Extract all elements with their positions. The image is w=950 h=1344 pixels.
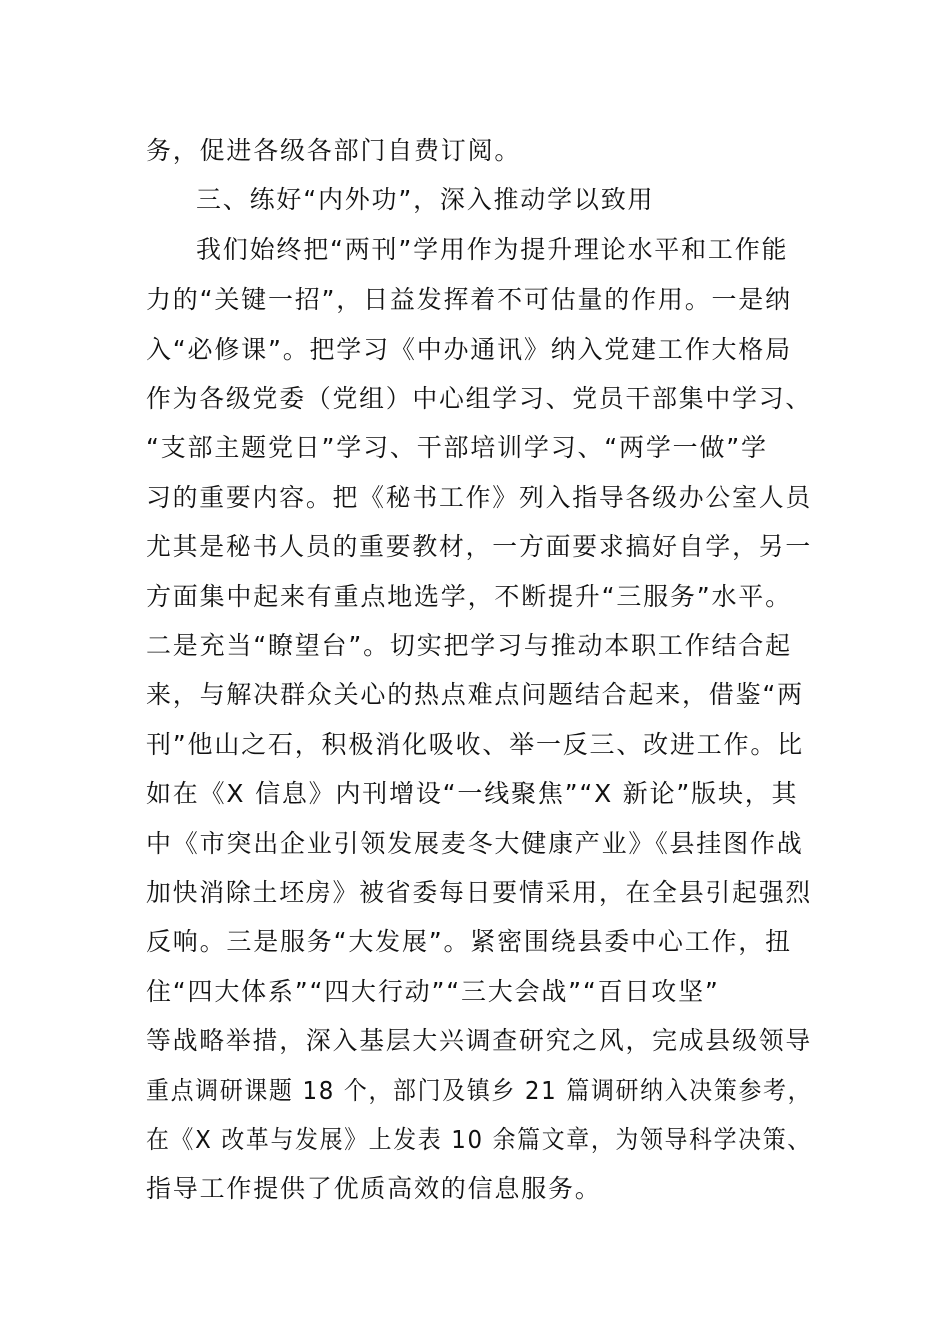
text-line: 重点调研课题 18 个，部门及镇乡 21 篇调研纳入决策参考， xyxy=(146,1076,813,1105)
text-line: 我们始终把“两刊”学用作为提升理论水平和工作能 xyxy=(196,235,789,264)
text-line: 中《市突出企业引领发展麦冬大健康产业》《县挂图作战 xyxy=(146,829,804,858)
text-line: 反响。三是服务“大发展”。紧密围绕县委中心工作，扭 xyxy=(146,927,792,956)
text-line: 务，促进各级各部门自费订阅。 xyxy=(146,136,522,165)
text-line: 如在《X 信息》内刊增设“一线聚焦”“X 新论”版块，其 xyxy=(146,779,799,808)
text-line: 刊”他山之石，积极消化吸收、举一反三、改进工作。比 xyxy=(146,730,804,759)
text-line: “支部主题党日”学习、干部培训学习、“两学一做”学 xyxy=(146,433,768,462)
text-line: 住“四大体系”“四大行动”“三大会战”“百日攻坚” xyxy=(146,977,720,1006)
text-line: 习的重要内容。把《秘书工作》列入指导各级办公室人员 xyxy=(146,483,812,512)
section-heading: 三、练好“内外功”，深入推动学以致用 xyxy=(196,185,655,214)
text-line: 指导工作提供了优质高效的信息服务。 xyxy=(146,1174,602,1203)
text-line: 来，与解决群众关心的热点难点问题结合起来，借鉴“两 xyxy=(146,680,804,709)
text-line: 在《X 改革与发展》上发表 10 余篇文章，为领导科学决策、 xyxy=(146,1125,812,1154)
text-line: 二是充当“瞭望台”。切实把学习与推动本职工作结合起 xyxy=(146,631,792,660)
text-line: 等战略举措，深入基层大兴调查研究之风，完成县级领导 xyxy=(146,1026,812,1055)
text-line: 作为各级党委（党组）中心组学习、党员干部集中学习、 xyxy=(146,384,812,413)
text-line: 入“必修课”。把学习《中办通讯》纳入党建工作大格局 xyxy=(146,335,792,364)
text-line: 加快消除土坯房》被省委每日要情采用，在全县引起强烈 xyxy=(146,878,812,907)
text-line: 方面集中起来有重点地选学，不断提升“三服务”水平。 xyxy=(146,582,792,611)
text-line: 力的“关键一招”，日益发挥着不可估量的作用。一是纳 xyxy=(146,285,792,314)
text-line: 尤其是秘书人员的重要教材，一方面要求搞好自学，另一 xyxy=(146,532,812,561)
